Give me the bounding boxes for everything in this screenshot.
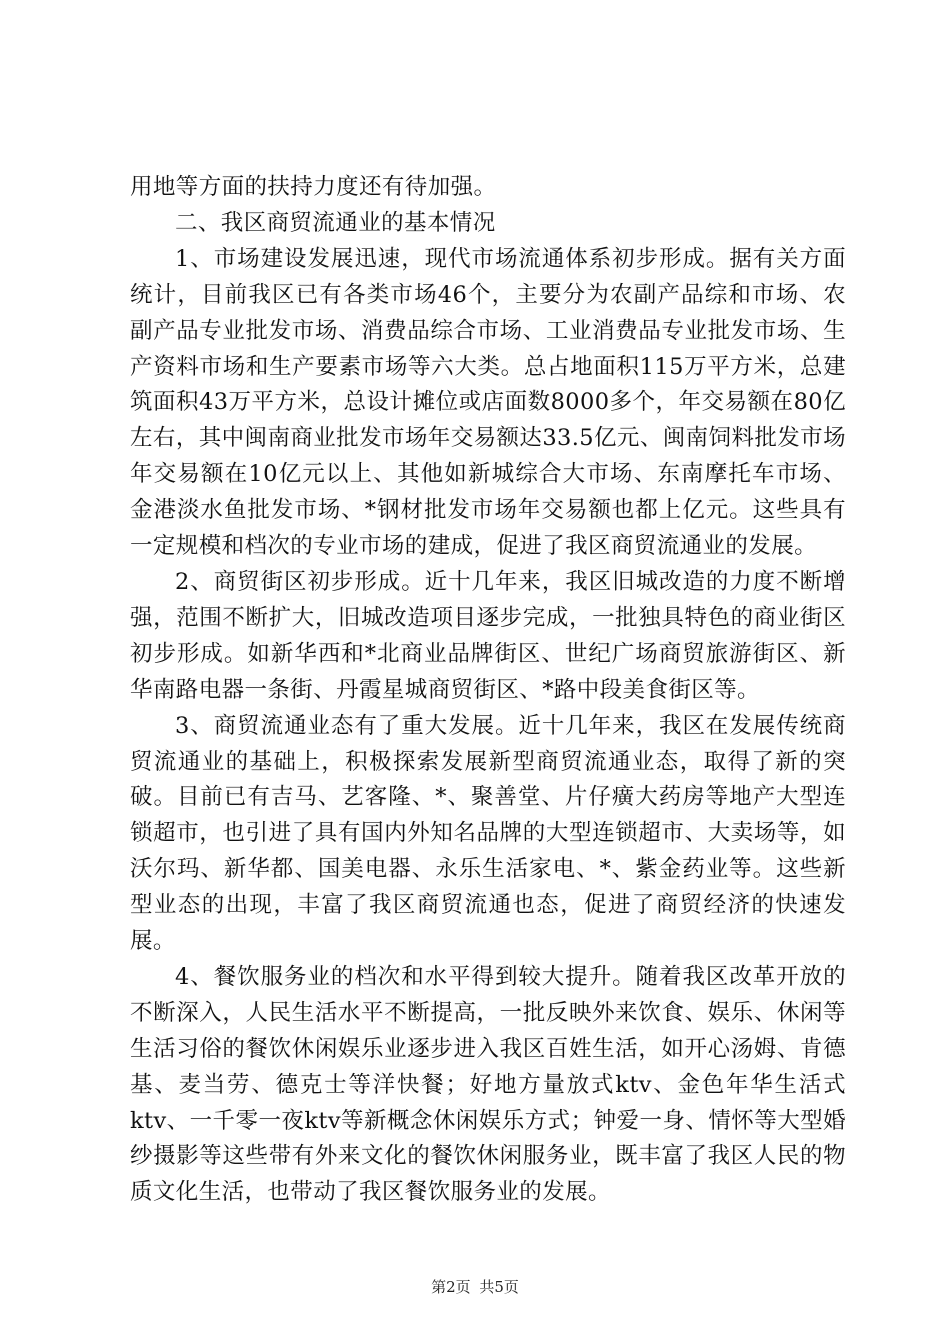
paragraph-markets: 1、市场建设发展迅速，现代市场流通体系初步形成。据有关方面统计，目前我区已有各类市场46个，主要分为农副产品综和市场、农副产品专业批发市场、消费品综合市场、工业消费品专业批发市场、生产资料市场和生产要素市场等六大类。总占地面积115万平方米，总建筑面积43万平方米，总设计摊位或店面数8000多个，年交易额在80亿左右，其中闽南商业批发市场年交易额达33.5亿元、闽南饲料批发市场年交易额在10亿元以上、其他如新城综合大市场、东南摩托车市场、金港淡水鱼批发市场、*钢材批发市场年交易额也都上亿元。这些具有一定规模和档次的专业市场的建成，促进了我区商贸流通业的发展。: [130, 245, 846, 560]
section-heading: 二、我区商贸流通业的基本情况: [175, 209, 496, 236]
paragraph-retail-formats: 3、商贸流通业态有了重大发展。近十几年来，我区在发展传统商贸流通业的基础上，积极探索发展新型商贸流通业态，取得了新的突破。目前已有吉马、艺客隆、*、聚善堂、片仔癀大药房等地产大型连锁超市，也引进了具有国内外知名品牌的大型连锁超市、大卖场等，如沃尔玛、新华都、国美电器、永乐生活家电、*、紫金药业等。这些新型业态的出现，丰富了我区商贸流通也态，促进了商贸经济的快速发展。: [130, 712, 846, 955]
paragraph-commercial-streets: 2、商贸街区初步形成。近十几年来，我区旧城改造的力度不断增强，范围不断扩大，旧城改造项目逐步完成，一批独具特色的商业街区初步形成。如新华西和*北商业品牌街区、世纪广场商贸旅游街区、新华南路电器一条街、丹霞星城商贸街区、*路中段美食街区等。: [130, 568, 846, 703]
paragraph-continuation: 用地等方面的扶持力度还有待加强。: [130, 174, 497, 200]
document-body: [130, 170, 846, 1211]
page-number: 第2页: [431, 1278, 471, 1296]
page-footer: [0, 1276, 950, 1297]
page-total: 共5页: [479, 1278, 519, 1296]
paragraph-catering-services: 4、餐饮服务业的档次和水平得到较大提升。随着我区改革开放的不断深入，人民生活水平不断提高，一批反映外来饮食、娱乐、休闲等生活习俗的餐饮休闲娱乐业逐步进入我区百姓生活，如开心汤姆、肯德基、麦当劳、德克士等洋快餐；好地方量放式ktv、金色年华生活式ktv、一千零一夜ktv等新概念休闲娱乐方式；钟爱一身、情怀等大型婚纱摄影等这些带有外来文化的餐饮休闲服务业，既丰富了我区人民的物质文化生活，也带动了我区餐饮服务业的发展。: [130, 963, 846, 1206]
